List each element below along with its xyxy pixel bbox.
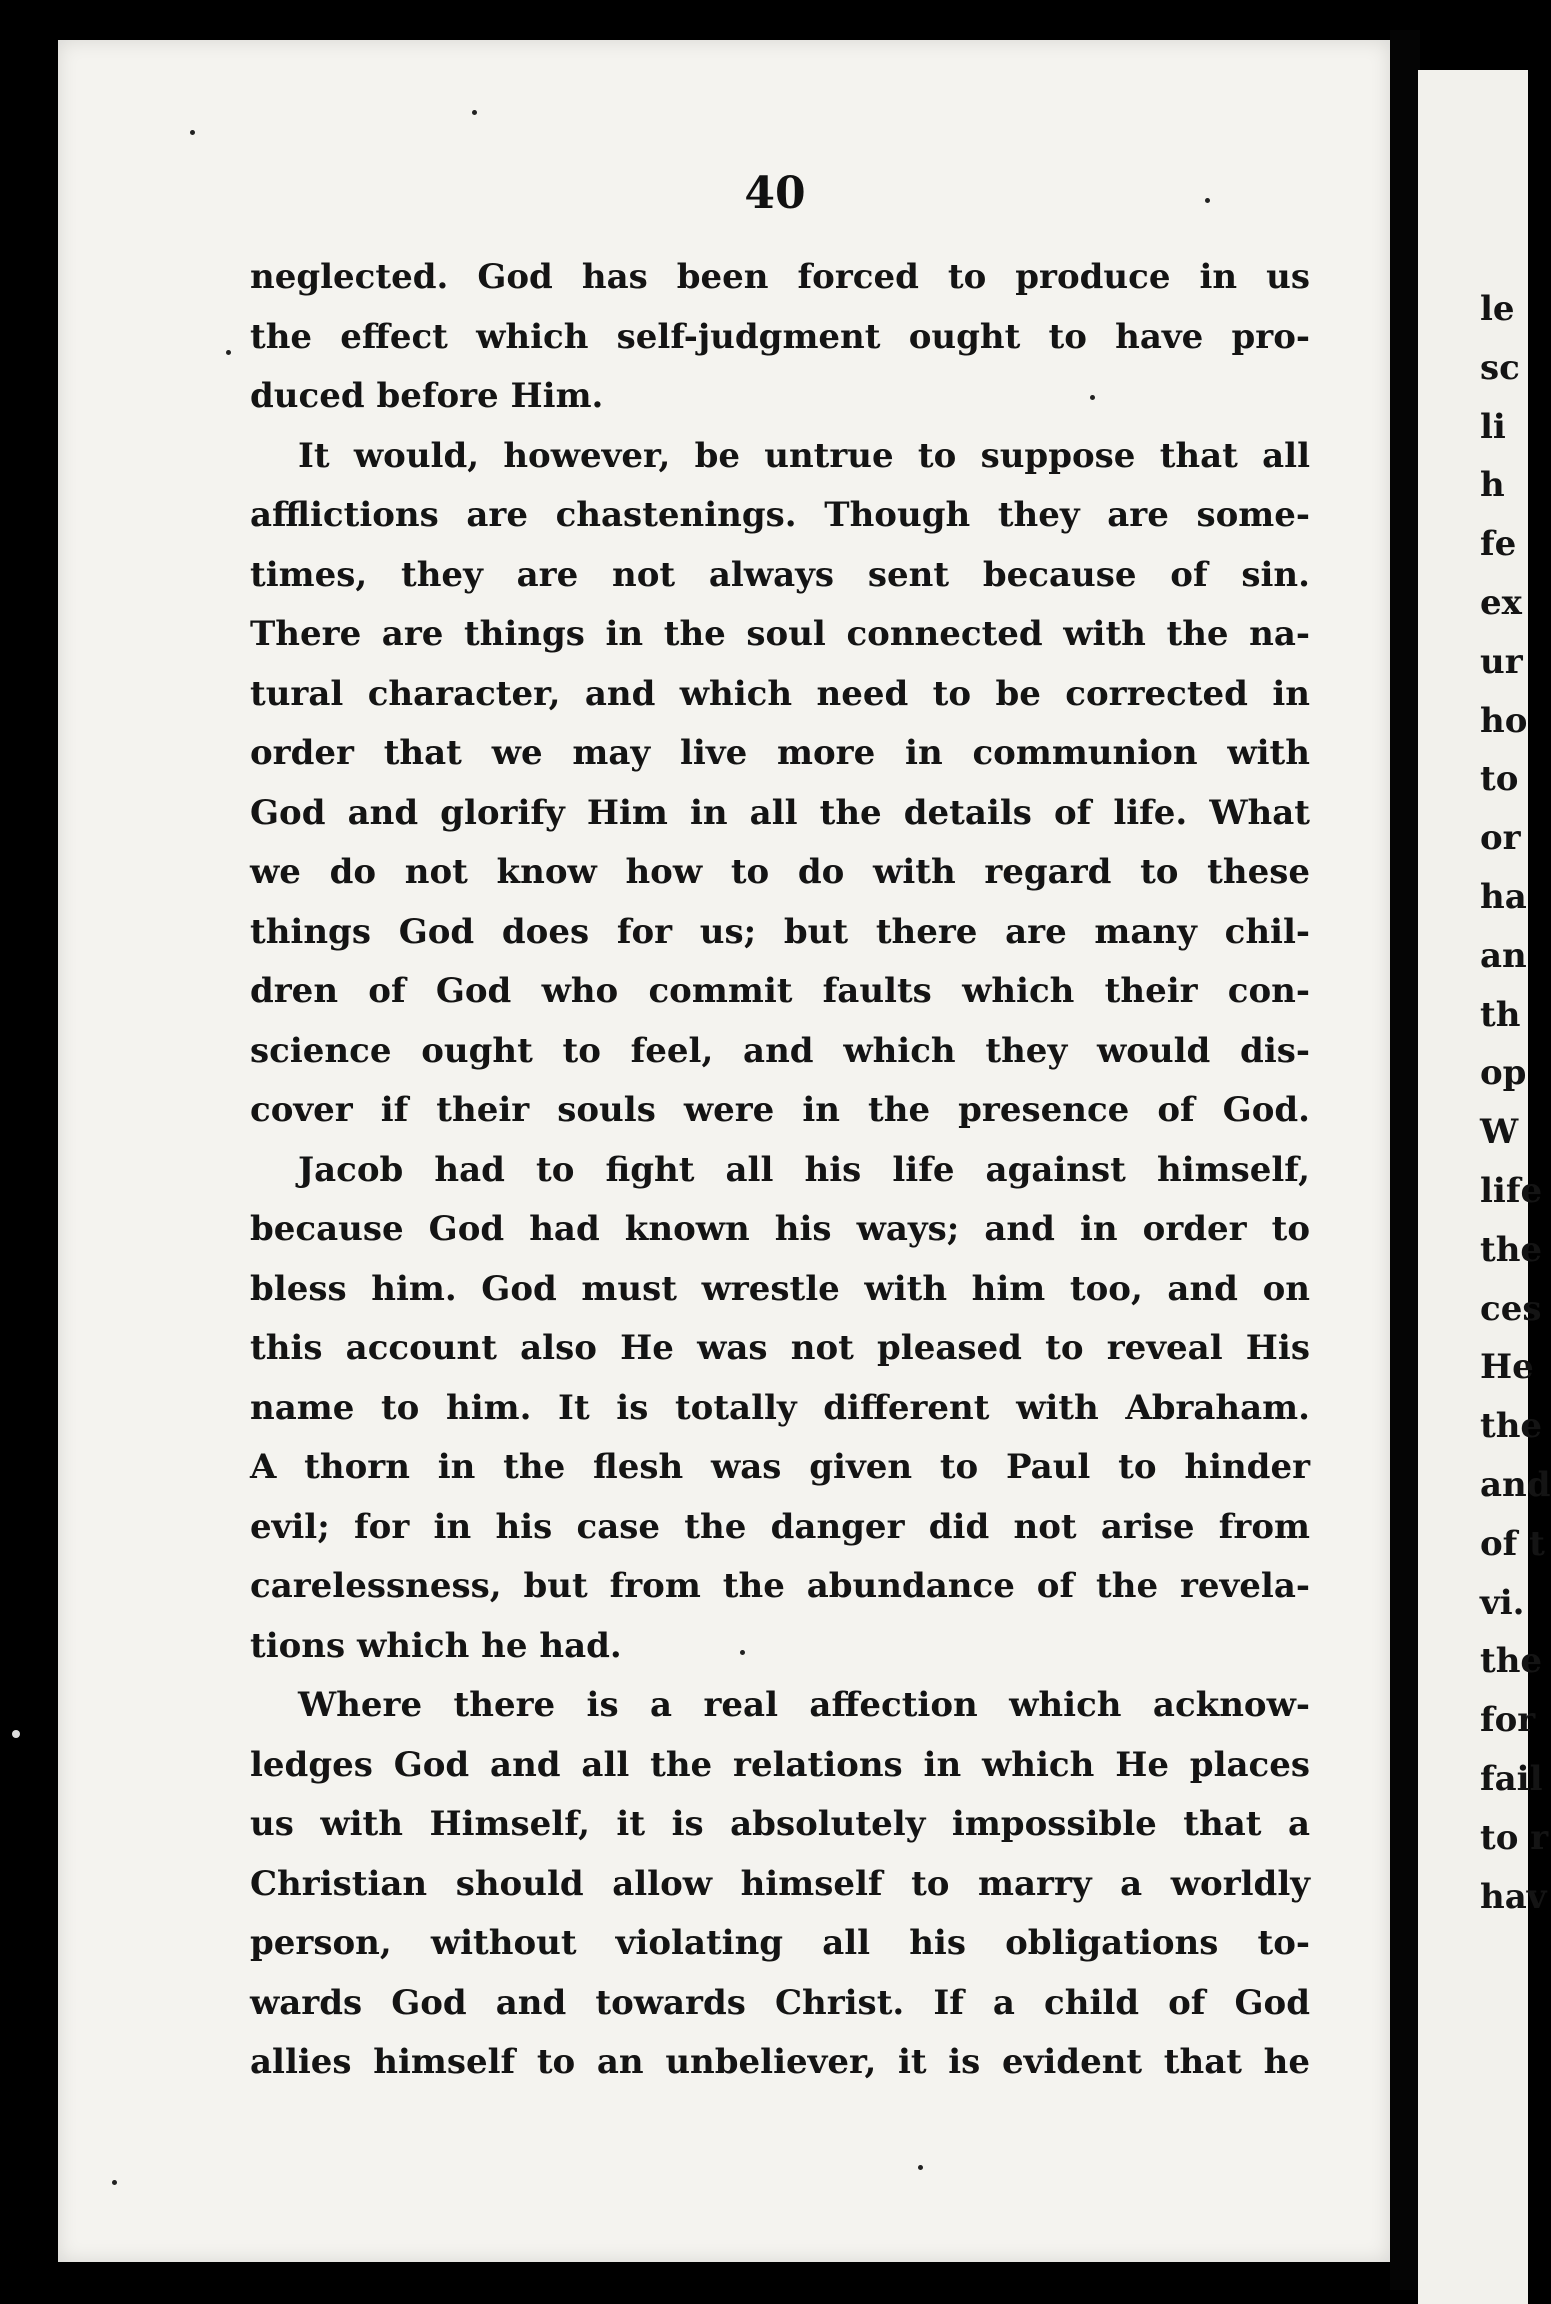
page-gutter (1390, 30, 1420, 2290)
ink-speck (1205, 198, 1210, 203)
text-line: person, without violating all his obligations to- (250, 1923, 1310, 1963)
text-line: There are things in the soul connected with the na- (250, 614, 1310, 654)
text-line: science ought to feel, and which they would dis- (250, 1030, 1310, 1071)
fragment: life (1480, 1170, 1543, 1211)
text-line: tions which he had. (250, 1625, 622, 1666)
fragment: ur (1480, 641, 1523, 682)
text-line: cover if their souls were in the presence of God. (250, 1090, 1310, 1130)
text-line: dren of God who commit faults which their con- (250, 971, 1310, 1011)
fragment: th (1480, 994, 1521, 1035)
text-line: wards God and towards Christ. If a child of God (250, 1982, 1310, 2023)
text-line: allies himself to an unbeliever, it is evident that he (250, 2042, 1310, 2082)
ink-speck (226, 350, 231, 355)
text-line: things God does for us; but there are many chil- (250, 911, 1310, 952)
fragment: fail (1480, 1758, 1543, 1799)
fragment: ha (1480, 876, 1527, 917)
fragment: the (1480, 1406, 1543, 1447)
ink-speck (918, 2165, 923, 2170)
fragment: op (1480, 1053, 1527, 1094)
text-line: us with Himself, it is absolutely impossible that a (250, 1804, 1310, 1844)
fragment: W (1480, 1112, 1519, 1153)
ink-speck (190, 130, 195, 135)
page-number: 40 (744, 168, 806, 219)
fragment: le (1480, 289, 1515, 329)
page-body (250, 248, 1310, 2093)
text-line: we do not know how to do with regard to these (250, 852, 1310, 892)
fragment: the (1480, 1229, 1543, 1270)
text-line: evil; for in his case the danger did not arise from (250, 1506, 1310, 1547)
fragment: to r (1480, 1817, 1549, 1858)
text-line: bless him. God must wrestle with him too, and on (250, 1268, 1310, 1309)
fragment: ho (1480, 700, 1528, 741)
text-line: duced before Him. (250, 376, 604, 416)
ink-speck (472, 110, 477, 115)
fragment: hav (1480, 1876, 1547, 1917)
fragment: ex (1480, 582, 1522, 623)
text-line: Where there is a real affection which acknow- (298, 1685, 1310, 1725)
fragment: He (1480, 1347, 1534, 1388)
fragment: sc (1480, 347, 1520, 388)
text-line: order that we may live more in communion with (250, 733, 1310, 773)
ink-speck (1090, 395, 1095, 400)
fragment: to (1480, 759, 1519, 800)
fragment: an (1480, 935, 1527, 976)
text-line: name to him. It is totally different with Abraham. (250, 1387, 1310, 1428)
text-line: neglected. God has been forced to produce in us (250, 257, 1310, 297)
fragment: fe (1480, 524, 1517, 565)
text-line: God and glorify Him in all the details of life. What (250, 792, 1310, 833)
fragment: and (1480, 1464, 1551, 1505)
text-line: tural character, and which need to be corrected in (250, 673, 1310, 714)
text-line: Jacob had to fight all his life against himself, (298, 1149, 1310, 1190)
text-line: A thorn in the flesh was given to Paul to hinder (250, 1447, 1310, 1487)
ink-speck (12, 1730, 20, 1738)
text-line: It would, however, be untrue to suppose that all (298, 435, 1310, 476)
fragment: li (1480, 406, 1506, 447)
text-line: because God had known his ways; and in order to (250, 1209, 1310, 1249)
fragment: h (1480, 465, 1505, 506)
ink-speck (112, 2180, 117, 2185)
text-line: Christian should allow himself to marry a worldly (250, 1863, 1310, 1904)
fragment: of t (1480, 1523, 1545, 1564)
text-line: this account also He was not pleased to reveal His (250, 1328, 1310, 1368)
text-line: times, they are not always sent because of sin. (250, 554, 1310, 595)
fragment: ces (1480, 1288, 1542, 1329)
fragment: for (1480, 1700, 1536, 1741)
text-line: carelessness, but from the abundance of the revela- (250, 1566, 1310, 1606)
fragment: vi. (1480, 1582, 1525, 1623)
text-line: afflictions are chastenings. Though they are some- (250, 495, 1310, 535)
text-line: the effect which self-judgment ought to have pro- (250, 316, 1310, 357)
fragment: or (1480, 818, 1521, 859)
ink-speck (740, 1650, 745, 1655)
text-line: ledges God and all the relations in which He places (250, 1744, 1310, 1785)
fragment: the (1480, 1641, 1543, 1682)
facing-page-text-fragments (1480, 280, 1551, 1926)
